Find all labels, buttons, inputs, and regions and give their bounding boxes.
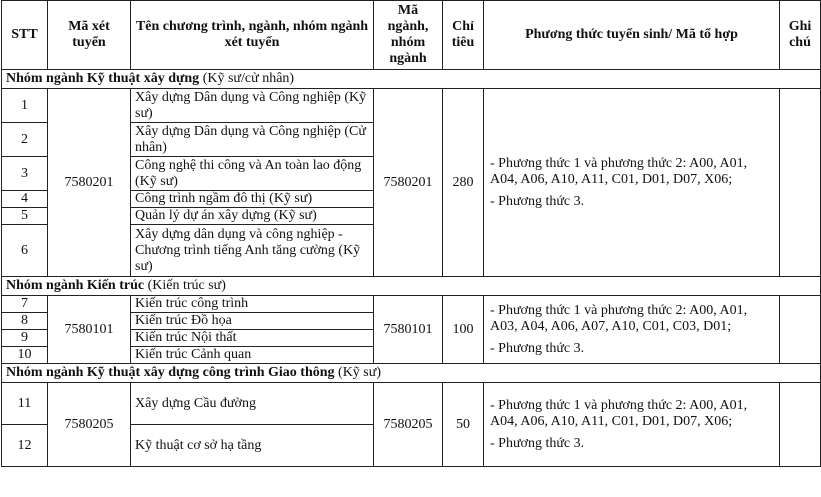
header-phuong-thuc: Phương thức tuyển sinh/ Mã tổ hợp (484, 1, 780, 70)
ma-nganh-cell: 7580101 (374, 296, 443, 364)
table-row (2, 383, 821, 425)
program-name-cell: Công nghệ thi công và An toàn lao động (Kỹ sư) (131, 157, 374, 191)
method-line: - Phương thức 3. (490, 340, 585, 356)
program-name-cell: Xây dựng dân dụng và công nghiệp - Chương trình tiếng Anh tăng cường (Kỹ sư) (131, 225, 374, 277)
header-ten-chuong-trinh: Tên chương trình, ngành, nhóm ngành xét tuyển (131, 1, 374, 70)
ghi-chu-cell (780, 296, 821, 364)
ma-nganh-cell: 7580205 (374, 383, 443, 467)
ghi-chu-cell (780, 89, 821, 277)
group-header-row (2, 70, 821, 89)
program-name-cell: Quản lý dự án xây dựng (Kỹ sư) (131, 208, 374, 225)
chi-tieu-cell: 100 (443, 296, 484, 364)
stt-cell: 6 (2, 225, 48, 277)
program-name-cell: Kỹ thuật cơ sở hạ tầng (131, 425, 374, 467)
group-title: Nhóm ngành Kỹ thuật xây dựng công trình Giao thông (6, 365, 335, 380)
table-row (2, 296, 821, 313)
group-suffix: (Kỹ sư/cử nhân) (202, 71, 295, 86)
stt-cell: 9 (2, 330, 48, 347)
group-header-row (2, 277, 821, 296)
header-ma-xet-tuyen: Mã xét tuyển (48, 1, 131, 70)
group-header-row (2, 364, 821, 383)
stt-cell: 5 (2, 208, 48, 225)
program-name-cell: Kiến trúc Nội thất (131, 330, 374, 347)
program-name-cell: Công trình ngầm đô thị (Kỹ sư) (131, 191, 374, 208)
stt-cell: 10 (2, 347, 48, 364)
stt-cell: 4 (2, 191, 48, 208)
chi-tieu-cell: 280 (443, 89, 484, 277)
program-name-cell: Kiến trúc công trình (131, 296, 374, 313)
group-title: Nhóm ngành Kiến trúc (6, 278, 145, 293)
header-ma-nganh: Mã ngành, nhóm ngành (374, 1, 443, 70)
group-suffix: (Kiến trúc sư) (147, 278, 226, 293)
method-line: - Phương thức 3. (490, 435, 585, 451)
group-suffix: (Kỹ sư) (338, 365, 382, 380)
group-title: Nhóm ngành Kỹ thuật xây dựng (6, 71, 200, 86)
method-line: - Phương thức 1 và phương thức 2: A00, A01, A03, A04, A06, A07, A10, C01, C03, D01; (490, 302, 748, 334)
method-line: - Phương thức 3. (490, 193, 585, 209)
stt-cell: 3 (2, 157, 48, 191)
ma-xet-tuyen-cell: 7580201 (48, 89, 131, 277)
stt-cell: 7 (2, 296, 48, 313)
group-title-cell (2, 277, 821, 296)
header-ghi-chu: Ghi chú (780, 1, 821, 70)
ma-xet-tuyen-cell: 7580101 (48, 296, 131, 364)
stt-cell: 8 (2, 313, 48, 330)
table-row (2, 89, 821, 123)
program-name-cell: Kiến trúc Đồ họa (131, 313, 374, 330)
header-stt: STT (2, 1, 48, 70)
program-name-cell: Xây dựng Dân dụng và Công nghiệp (Kỹ sư) (131, 89, 374, 123)
method-cell (484, 296, 780, 364)
stt-cell: 12 (2, 425, 48, 467)
header-row (2, 1, 821, 70)
method-line: - Phương thức 1 và phương thức 2: A00, A01, A04, A06, A10, A11, C01, D01, D07, X06; (490, 155, 748, 187)
stt-cell: 11 (2, 383, 48, 425)
group-title-cell (2, 364, 821, 383)
program-name-cell: Kiến trúc Cảnh quan (131, 347, 374, 364)
header-chi-tieu: Chỉ tiêu (443, 1, 484, 70)
stt-cell: 1 (2, 89, 48, 123)
method-line: - Phương thức 1 và phương thức 2: A00, A01, A04, A06, A10, A11, C01, D01, D07, X06; (490, 397, 748, 429)
program-name-cell: Xây dựng Cầu đường (131, 383, 374, 425)
ma-nganh-cell: 7580201 (374, 89, 443, 277)
chi-tieu-cell: 50 (443, 383, 484, 467)
method-cell (484, 383, 780, 467)
program-name-cell: Xây dựng Dân dụng và Công nghiệp (Cử nhân) (131, 123, 374, 157)
ghi-chu-cell (780, 383, 821, 467)
ma-xet-tuyen-cell: 7580205 (48, 383, 131, 467)
method-cell (484, 89, 780, 277)
admissions-table (1, 0, 821, 467)
stt-cell: 2 (2, 123, 48, 157)
group-title-cell (2, 70, 821, 89)
